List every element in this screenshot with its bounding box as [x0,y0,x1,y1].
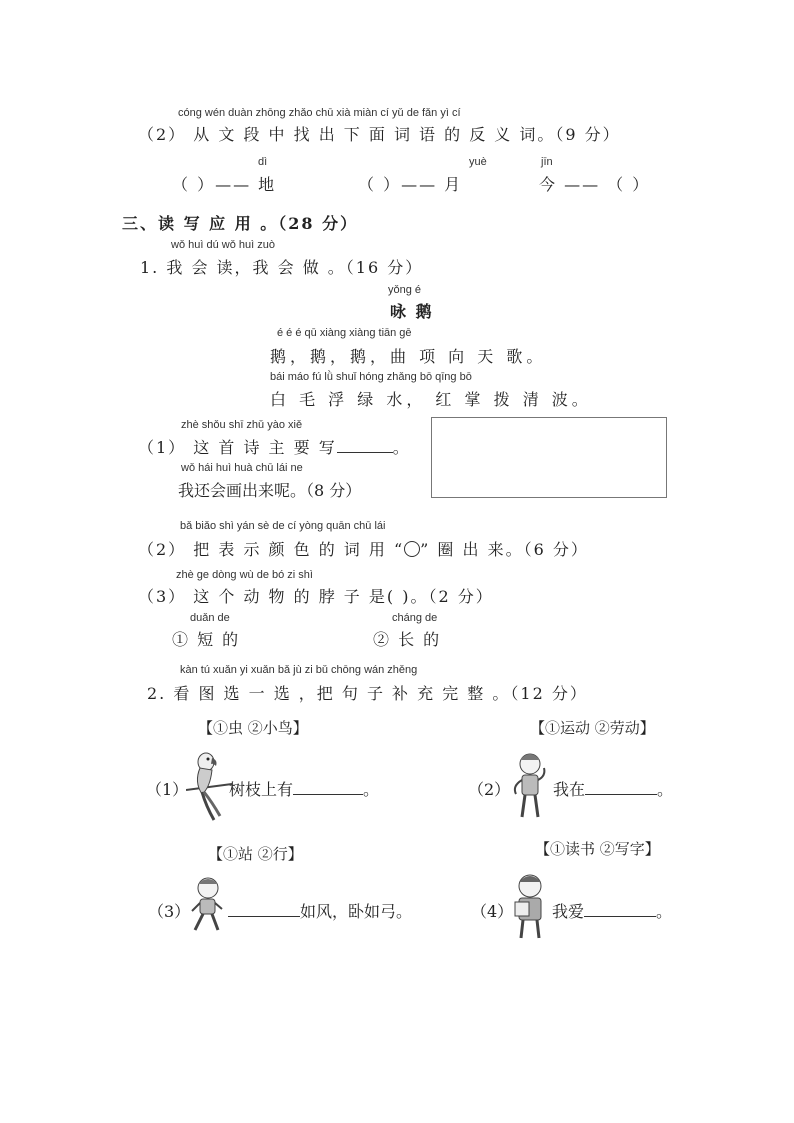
part2-pinyin: kàn tú xuǎn yi xuǎn bǎ jù zi bǔ chōng wán zhěng [180,664,418,676]
q2-pair-yue[interactable]: （ ）—— 月 [358,175,463,194]
item1-before: 树枝上有 [229,780,294,799]
item3-blank[interactable] [228,902,300,917]
section-3-title: 三、读 写 应 用 。（28 分） [122,214,359,233]
sub2-question [138,537,589,560]
item4-options: 【①读书 ②写字】 [535,840,660,858]
item2-after: 。 [657,780,674,799]
item4-after: 。 [656,902,673,921]
walking-boy-icon [188,876,228,934]
sub1-answer-blank[interactable] [337,438,393,453]
option1-pinyin: duǎn de [190,612,230,624]
item2-number: （2） [468,780,511,799]
reading-boy-icon [510,872,550,942]
boy-exercising-icon [508,750,550,820]
parrot-icon [186,748,232,822]
poem-title-pinyin: yǒng é [388,284,422,296]
item2-blank[interactable] [585,780,657,795]
item4-number: （4） [471,902,514,921]
item2-options: 【①运动 ②劳动】 [530,719,655,737]
sub1-pinyin: zhè shǒu shī zhǔ yào xiě [181,419,303,431]
item4-blank[interactable] [584,902,656,917]
item1-options: 【①虫 ②小鸟】 [198,719,308,737]
item4-sentence [552,899,672,922]
sub1-drawing-prompt: 我还会画出来呢。（8 分） [178,481,362,500]
item3-number: （3） [148,902,191,921]
q2-pinyin: cóng wén duàn zhōng zhǎo chū xià miàn cí yǔ de fǎn yì cí [178,107,461,119]
option2[interactable]: ② 长 的 [373,630,442,649]
sub2-text-end: ” 圈 出 来。（6 分） [420,540,589,559]
part2-title: 2. 看 图 选 一 选 ，把 句 子 补 充 完 整 。（12 分） [147,684,588,703]
item1-after: 。 [363,780,380,799]
option1[interactable]: ① 短 的 [172,630,241,649]
option2-pinyin: cháng de [392,612,438,624]
q2-pair-di[interactable]: （ ）—— 地 [172,175,277,194]
q2-pair-jin[interactable]: 今 —— （ ） [539,175,651,194]
poem-title: 咏 鹅 [390,302,434,321]
item1-sentence [229,777,379,800]
item2-sentence [553,777,673,800]
item2-before: 我在 [553,780,586,799]
item1-number: （1） [146,780,189,799]
poem-line1: 鹅，鹅，鹅，曲 项 向 天 歌。 [270,347,547,366]
item4-before: 我爱 [552,902,585,921]
poem-line1-pinyin: é é é qū xiàng xiàng tiān gē [277,327,412,339]
sub2-pinyin: bǎ biǎo shì yán sè de cí yòng quān chū lái [180,520,386,532]
item3-sentence [228,899,412,922]
item3-after: 如风，卧如弓。 [300,902,413,921]
drawing-box[interactable] [431,417,667,498]
sub1-text: （1） 这 首 诗 主 要 写 [138,438,337,457]
sub3-pinyin: zhè ge dòng wù de bó zi shì [176,569,313,581]
sub3-question: （3） 这 个 动 物 的 脖 子 是( )。（2 分） [138,587,494,606]
sub1-pinyin2: wǒ hái huì huà chū lái ne [181,462,303,474]
poem-line2-pinyin: bái máo fú lǜ shuǐ hóng zhǎng bō qīng bō [270,371,472,383]
item1-blank[interactable] [293,780,363,795]
sub2-text: （2） 把 表 示 颜 色 的 词 用 “ [138,540,405,559]
circle-icon [404,541,420,557]
q2-question: （2） 从 文 段 中 找 出 下 面 词 语 的 反 义 词。（9 分） [138,125,621,144]
item3-options: 【①站 ②行】 [208,845,303,863]
q2-pinyin-di: dì [258,156,268,168]
part1-title: 1. 我 会 读，我 会 做 。（16 分） [140,258,424,277]
poem-line2: 白 毛 浮 绿 水， 红 掌 拨 清 波。 [270,390,592,409]
q2-pinyin-yue: yuè [469,156,487,168]
sub1-period: 。 [392,438,411,457]
part1-pinyin: wǒ huì dú wǒ huì zuò [171,239,275,251]
q2-pinyin-jin: jīn [541,156,553,168]
sub1-question [138,435,411,458]
